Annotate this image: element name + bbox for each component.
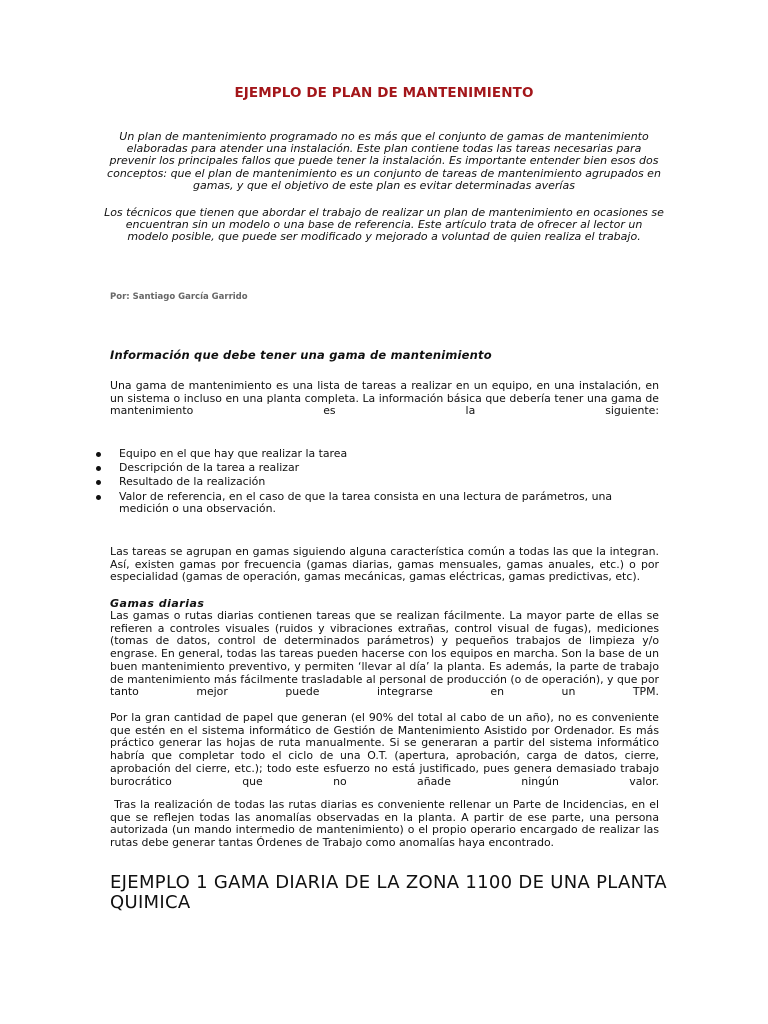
intro-paragraph: Los técnicos que tienen que abordar el trabajo de realizar un plan de mantenimiento en ocasiones se encuentran sin un modelo o una base de referencia. Este artículo trata de ofrecer al lector un modelo posible, que puede ser modificado y mejorado a voluntad de quien realiza el trabajo. <box>104 206 664 244</box>
document-title: EJEMPLO DE PLAN DE MANTENIMIENTO <box>234 85 534 101</box>
body-paragraph: Las tareas se agrupan en gamas siguiendo alguna característica común a todas las que la integran. Así, existen gamas por frecuencia (gamas diarias, gamas mensuales, gamas anuales, etc.) o por especialidad (gamas de operación, gamas mecánicas, gamas eléctricas, gamas predictivas, etc). <box>110 545 659 584</box>
body-paragraph: Las gamas o rutas diarias contienen tareas que se realizan fácilmente. La mayor parte de ellas se refieren a controles visuales (ruidos y vibraciones extrañas, control visual de fugas), mediciones (tomas de datos, control de determinados parámetros) y pequeños trabajos de limpieza y/o engrase. En general, todas las tareas pueden hacerse con los equipos en marcha. Son la base de un buen mantenimiento preventivo, y permiten ‘llevar al día’ la planta. Es además, la parte de trabajo de mantenimiento más fácilmente trasladable al personal de producción (o de operación), y que por tanto mejor puede integrarse en un TPM. <box>110 609 659 699</box>
list-item-text: Equipo en el que hay que realizar la tarea <box>119 447 348 460</box>
list-item-text: Resultado de la realización <box>119 475 266 489</box>
body-paragraph: Una gama de mantenimiento es una lista de tareas a realizar en un equipo, en una instalación, en un sistema o incluso en una planta completa. La información básica que debería tener una gama de mantenimiento es la siguiente: <box>110 379 659 418</box>
list-item-text: Descripción de la tarea a realizar <box>119 461 300 475</box>
body-paragraph: Tras la realización de todas las rutas diarias es conveniente rellenar un Parte de Incidencias, en el que se reflejen todas las anomalías observadas en la planta. A partir de ese parte, una persona autorizada (un mando intermedio de mantenimiento) o el propio operario encargado de realizar las rutas debe generar tantas Órdenes de Trabajo como anomalías haya encontrado. <box>110 798 663 850</box>
bullet-list <box>96 448 659 518</box>
bullet-icon <box>96 466 101 471</box>
section-heading: Información que debe tener una gama de mantenimiento <box>110 348 492 362</box>
subsection-heading: Gamas diarias <box>110 597 205 610</box>
list-item <box>96 448 659 461</box>
bullet-icon <box>96 480 101 485</box>
bullet-icon <box>96 452 101 457</box>
intro-paragraph: Un plan de mantenimiento programado no es más que el conjunto de gamas de mantenimiento elaboradas para atender una instalación. Este plan contiene todas las tareas necesarias para prevenir los principales fallos que puede tener la instalación. Es importante entender bien esos dos conceptos: que el plan de mantenimiento es un conjunto de tareas de mantenimiento agrupados en gamas, y que el objetivo de este plan es evitar determinadas averías <box>107 130 661 192</box>
body-paragraph: Por la gran cantidad de papel que generan (el 90% del total al cabo de un año), no es conveniente que estén en el sistema informático de Gestión de Mantenimiento Asistido por Ordenador. Es más práctico generar las hojas de ruta manualmente. Si se generaran a partir del sistema informático habría que completar todo el ciclo de una O.T. (apertura, aprobación, carga de datos, cierre, aprobación del cierre, etc.); todo este esfuerzo no está justificado, pues genera demasiado trabajo burocrático que no añade ningún valor. <box>110 711 659 788</box>
list-item <box>96 462 659 475</box>
list-item <box>96 476 659 489</box>
list-item <box>96 491 659 516</box>
example-heading: EJEMPLO 1 GAMA DIARIA DE LA ZONA 1100 DE UNA PLANTA QUIMICA <box>110 872 667 913</box>
author-byline: Por: Santiago García Garrido <box>110 292 248 302</box>
list-item-text: Valor de referencia, en el caso de que la tarea consista en una lectura de parámetros, una medición o una observación. <box>119 489 613 516</box>
bullet-icon <box>96 495 101 500</box>
